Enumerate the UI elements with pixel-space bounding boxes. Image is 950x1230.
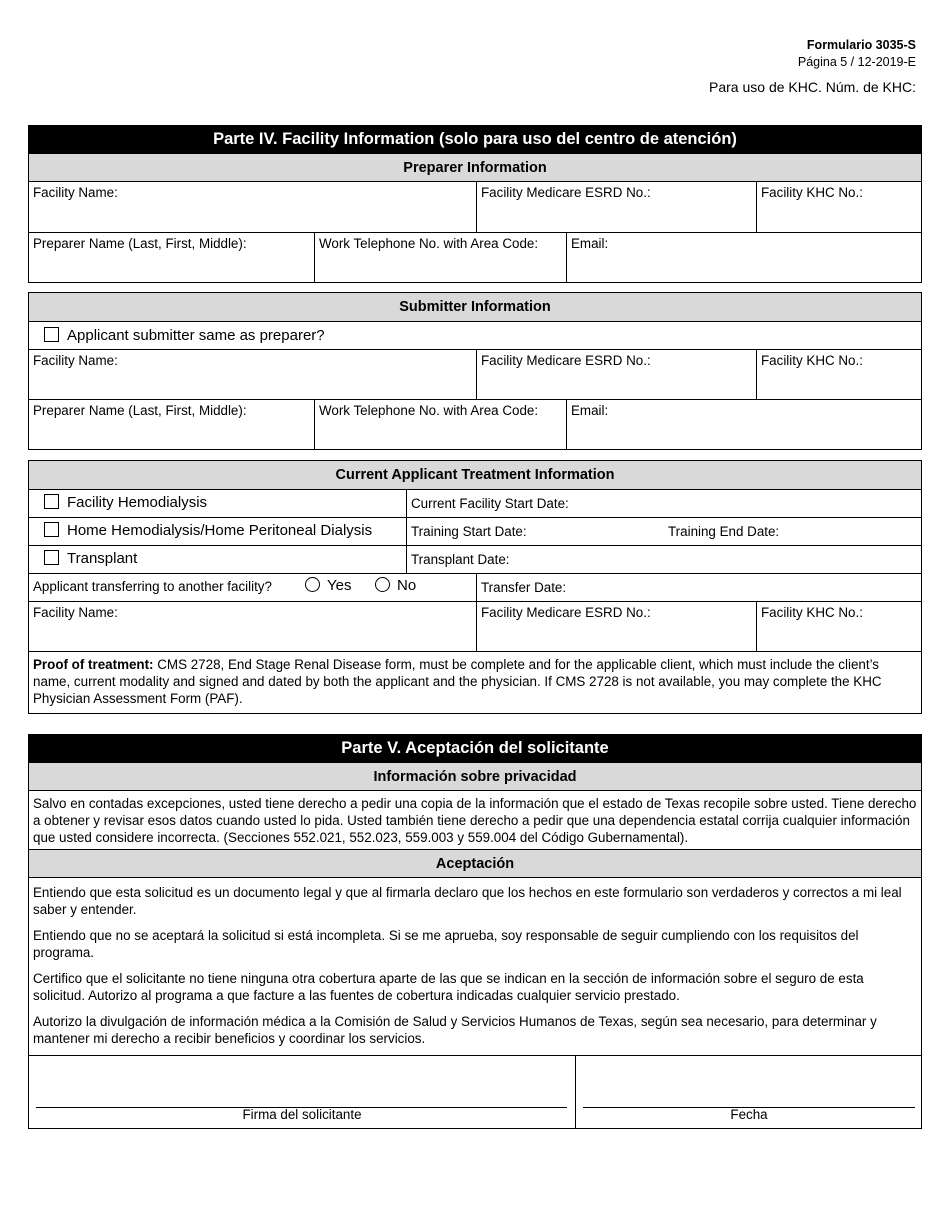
medicare-esrd-label: Facility Medicare ESRD No.: [481,185,651,200]
submitter-facility-name-field[interactable] [29,350,476,399]
transplant-option[interactable] [29,546,406,573]
part4-preparer-section [28,125,922,283]
preparer-facility-name-field[interactable] [29,182,476,232]
proof-text: CMS 2728, End Stage Renal Disease form, must be complete and for the applicable client, which must include the client’s name, current modality and signed and dated by both the applicant and the physician. If CMS 2728 is not available, you may complete the KHC Physician Assessment Form (PAF). [33,657,882,706]
email-label: Email: [571,403,609,418]
facility-name-label: Facility Name: [33,185,118,200]
part5-title: Parte V. Aceptación del solicitante [29,735,921,762]
acceptance-paragraph: Certifico que el solicitante no tiene ninguna otra cobertura aparte de las que se indican en la sección de información sobre el seguro de esta solicitud. Autorizo al programa a que facture a las fuentes de cobertura indicadas cualquier servicio prestado. [33,971,864,1003]
home-dialysis-option[interactable] [29,518,406,545]
proof-of-treatment [29,652,921,713]
privacy-heading: Información sobre privacidad [29,762,921,790]
transfer-no-option[interactable] [375,577,416,594]
submitter-email-field[interactable] [566,400,921,449]
training-end-label: Training End Date: [668,524,780,539]
khc-no-label: Facility KHC No.: [761,605,863,620]
yes-label: Yes [327,577,352,594]
preparer-name-field[interactable] [29,233,314,282]
transplant-checkbox[interactable] [44,550,59,565]
home-dialysis-label: Home Hemodialysis/Home Peritoneal Dialysis [67,522,373,539]
yes-radio[interactable] [305,577,320,592]
acceptance-text [29,878,921,1055]
current-start-label: Current Facility Start Date: [411,496,569,511]
work-phone-label: Work Telephone No. with Area Code: [319,403,539,418]
submitter-khc-no-field[interactable] [756,350,921,399]
transferring-question [29,574,476,601]
acceptance-paragraph: Autorizo la divulgación de información médica a la Comisión de Salud y Servicios Humanos de Texas, según sea necesario, para determinar y mantener mi derecho a recibir beneficios y coordinar los servicios. [33,1014,877,1046]
preparer-medicare-esrd-field[interactable] [476,182,756,232]
part5-section [28,734,922,1129]
no-label: No [397,577,417,594]
home-dialysis-checkbox[interactable] [44,522,59,537]
treatment-facility-name-field[interactable] [29,602,476,651]
preparer-name-label: Preparer Name (Last, First, Middle): [33,403,247,418]
submitter-medicare-esrd-field[interactable] [476,350,756,399]
preparer-name-label: Preparer Name (Last, First, Middle): [33,236,247,251]
submitter-heading: Submitter Information [29,293,921,321]
khc-no-label: Facility KHC No.: [761,185,863,200]
same-as-preparer-option[interactable] [29,324,329,347]
acceptance-heading: Aceptación [29,849,921,877]
treatment-khc-no-field[interactable] [756,602,921,651]
transplant-label: Transplant [67,550,138,567]
same-as-preparer-label: Applicant submitter same as preparer? [67,327,325,344]
transplant-date-field[interactable] [406,546,921,573]
hemodialysis-checkbox[interactable] [44,494,59,509]
submitter-preparer-name-field[interactable] [29,400,314,449]
part4-title: Parte IV. Facility Information (solo para uso del centro de atención) [29,126,921,153]
email-label: Email: [571,236,609,251]
work-phone-label: Work Telephone No. with Area Code: [319,236,539,251]
preparer-khc-no-field[interactable] [756,182,921,232]
training-dates-field[interactable] [406,518,921,545]
hemodialysis-option[interactable] [29,490,406,517]
preparer-email-field[interactable] [566,233,921,282]
medicare-esrd-label: Facility Medicare ESRD No.: [481,605,651,620]
treatment-medicare-esrd-field[interactable] [476,602,756,651]
date-field[interactable] [575,1056,921,1128]
form-number: Formulario 3035-S [806,38,916,52]
acceptance-paragraph: Entiendo que no se aceptará la solicitud si está incompleta. Si se me aprueba, soy responsable de seguir cumpliendo con los requisitos del programa. [33,928,859,960]
facility-name-label: Facility Name: [33,353,118,368]
transfer-yes-option[interactable] [305,577,351,594]
transplant-date-label: Transplant Date: [411,552,510,567]
date-label: Fecha [730,1107,768,1122]
preparer-work-phone-field[interactable] [314,233,566,282]
current-start-date-field[interactable] [406,490,921,517]
facility-name-label: Facility Name: [33,605,118,620]
part4-treatment-section [28,460,922,714]
signature-field[interactable] [29,1056,575,1128]
treatment-heading: Current Applicant Treatment Information [29,461,921,489]
transferring-label: Applicant transferring to another facility? [33,579,272,594]
part4-submitter-section [28,292,922,450]
same-as-preparer-checkbox[interactable] [44,327,59,342]
privacy-text: Salvo en contadas excepciones, usted tiene derecho a pedir una copia de la información que el estado de Texas recopile sobre usted. Tiene derecho a obtener y revisar esos datos cuando usted lo pida. Usted también tiene derecho a pedir que una dependencia estatal corrija cualquier información que usted considere incorrecta. (Secciones 552.021, 552.023, 559.003 y 559.004 del Código Gubernamental). [33,796,917,845]
hemodialysis-label: Facility Hemodialysis [67,494,208,511]
transfer-date-field[interactable] [476,574,921,601]
proof-label: Proof of treatment: [33,657,154,672]
no-radio[interactable] [375,577,390,592]
preparer-heading: Preparer Information [29,153,921,181]
page-info: Página 5 / 12-2019-E [797,55,916,69]
submitter-work-phone-field[interactable] [314,400,566,449]
khc-no-label: Facility KHC No.: [761,353,863,368]
acceptance-paragraph: Entiendo que esta solicitud es un documento legal y que al firmarla declaro que los hechos en este formulario son verdaderos y correctos a mi leal saber y entender. [33,885,902,917]
training-start-label: Training Start Date: [411,524,527,539]
medicare-esrd-label: Facility Medicare ESRD No.: [481,353,651,368]
signature-label: Firma del solicitante [242,1107,362,1122]
khc-use-label: Para uso de KHC. Núm. de KHC: [709,79,916,95]
transfer-date-label: Transfer Date: [481,580,567,595]
